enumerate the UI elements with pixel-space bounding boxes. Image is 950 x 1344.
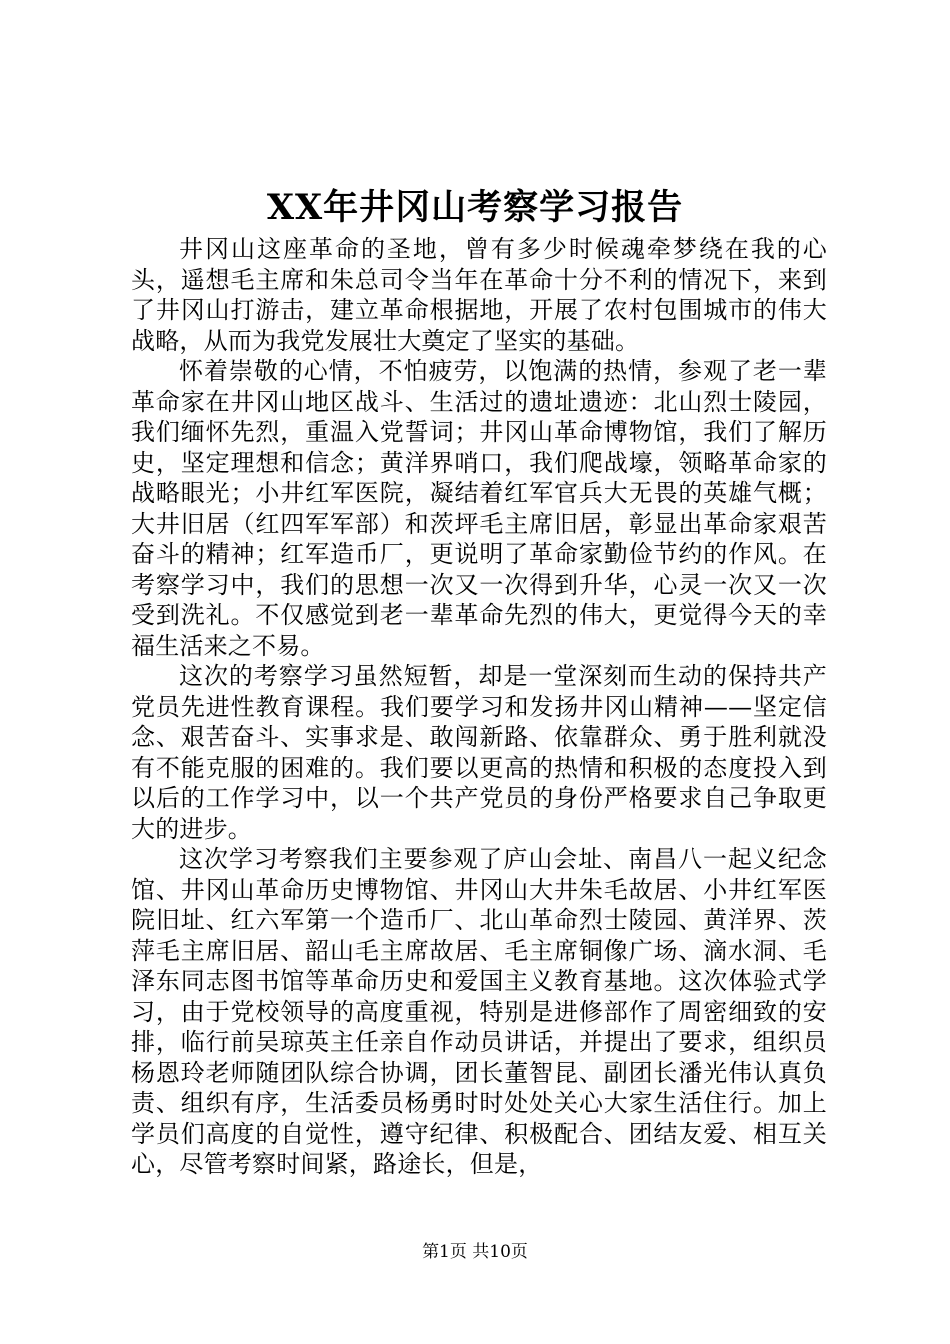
- document-title: XX年井冈山考察学习报告: [266, 187, 684, 228]
- paragraph-2: 怀着崇敬的心情，不怕疲劳，以饱满的热情，参观了老一辈革命家在井冈山地区战斗、生活过的遗址遗迹：北山烈士陵园，我们缅怀先烈，重温入党誓词；井冈山革命博物馆，我们了解历史，坚定理想和信念；黄洋界哨口，我们爬战壕，领略革命家的战略眼光；小井红军医院，凝结着红军官兵大无畏的英雄气概；大井旧居（红四军军部）和茨坪毛主席旧居，彰显出革命家艰苦奋斗的精神；红军造币厂，更说明了革命家勤俭节约的作风。在考察学习中，我们的思想一次又一次得到升华，心灵一次又一次受到洗礼。不仅感觉到老一辈革命先烈的伟大，更觉得今天的幸福生活来之不易。: [131, 357, 827, 660]
- paragraph-4: 这次学习考察我们主要参观了庐山会址、南昌八一起义纪念馆、井冈山革命历史博物馆、井冈山大井朱毛故居、小井红军医院旧址、红六军第一个造币厂、北山革命烈士陵园、黄洋界、茨萍毛主席旧居、韶山毛主席故居、毛主席铜像广场、滴水洞、毛泽东同志图书馆等革命历史和爱国主义教育基地。这次体验式学习，由于党校领导的高度重视，特别是进修部作了周密细致的安排，临行前吴琼英主任亲自作动员讲话，并提出了要求，组织员杨恩玲老师随团队综合协调，团长董智昆、副团长潘光伟认真负责、组织有序，生活委员杨勇时时处处关心大家生活住行。加上学员们高度的自觉性，遵守纪律、积极配合、团结友爱、相互关心，尽管考察时间紧，路途长，但是，: [131, 845, 827, 1178]
- paragraph-3: 这次的考察学习虽然短暂，却是一堂深刻而生动的保持共产党员先进性教育课程。我们要学习和发扬井冈山精神——坚定信念、艰苦奋斗、实事求是、敢闯新路、依靠群众、勇于胜利就没有不能克服的困难的。我们要以更高的热情和积极的态度投入到以后的工作学习中，以一个共产党员的身份严格要求自己争取更大的进步。: [131, 662, 827, 843]
- paragraph-1: 井冈山这座革命的圣地，曾有多少时候魂牵梦绕在我的心头，遥想毛主席和朱总司令当年在革命十分不利的情况下，来到了井冈山打游击，建立革命根据地，开展了农村包围城市的伟大战略，从而为我党发展壮大奠定了坚实的基础。: [131, 235, 827, 355]
- page-number-footer: 第1页 共10页: [422, 1242, 528, 1262]
- document-body: [131, 234, 827, 1180]
